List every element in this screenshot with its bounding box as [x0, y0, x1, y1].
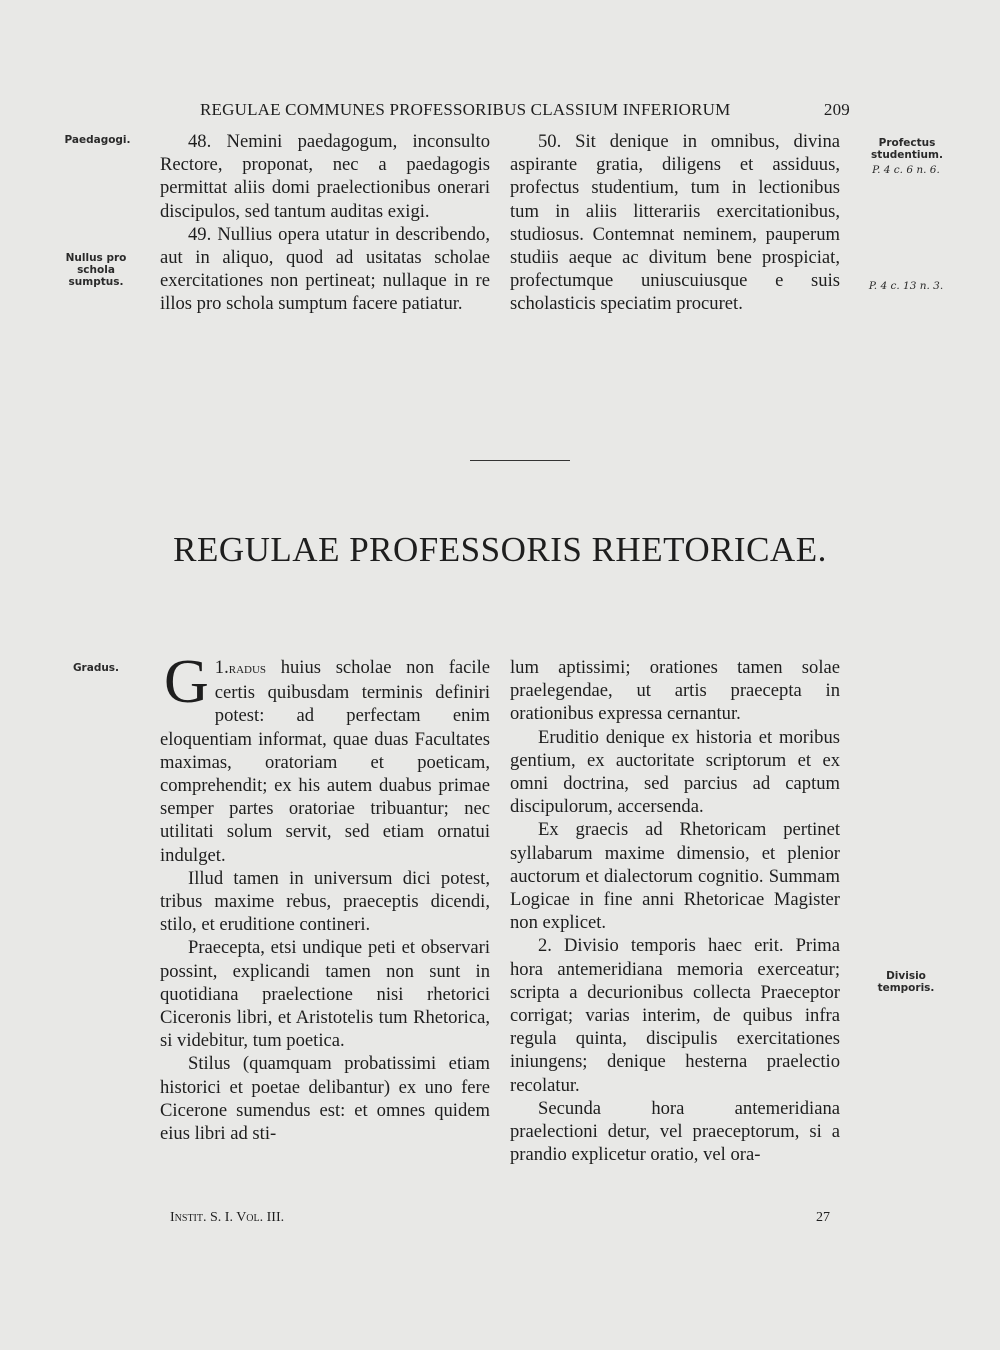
- section-title: REGULAE PROFESSORIS RHETORICAE.: [173, 530, 827, 569]
- paragraph-48: 48. Nemini paedagogum, inconsulto Rectore, proponat, nec a paedagogis permittat aliis domi praelectionibus onerari discipulos, sed tantum auditas exigi.: [160, 131, 490, 222]
- paragraph-1-number: 1.: [214, 657, 229, 678]
- margin-note-nullus: Nullus pro schola sumptus.: [65, 252, 127, 288]
- paragraph-lum: lum aptissimi; orationes tamen solae praelegendae, ut artis praecepta in orationibus expressa cernantur.: [510, 657, 840, 725]
- margin-note-paedagogi: Paedagogi.: [64, 134, 131, 146]
- drop-cap: G: [164, 648, 209, 716]
- paragraph-1: [160, 648, 490, 867]
- margin-note-divisio: Divisio temporis.: [877, 970, 935, 994]
- footer-signature: Instit. S. I. Vol. III.: [170, 1210, 285, 1225]
- footer-signature-number: 27: [816, 1210, 830, 1225]
- paragraph-eruditio: Eruditio denique ex historia et moribus gentium, ex auctoritate scriptorum et ex omni doctrina, sed parcius ad captum discipulorum, accersenda.: [510, 726, 840, 818]
- column-bottom-left: [160, 648, 490, 1145]
- paragraph-50: 50. Sit denique in omnibus, divina aspirante gratia, diligens et assiduus, profectus studentium, tum in lectionibus tum in aliis litterariis exercitationibus, studiosus. Contemnat neminem, pauperum studiis aeque ac divitum bene prospiciat, profectumque uniuscuiusque e suis scholasticis speciatim procuret.: [510, 131, 840, 315]
- column-bottom-right: [510, 656, 840, 1166]
- paragraph-illud: Illud tamen in universum dici potest, tribus maxime rebus, praeceptis dicendi, stilo, et eruditione contineri.: [160, 867, 490, 936]
- page-footer: [170, 1210, 830, 1226]
- section-divider: [470, 460, 570, 461]
- paragraph-49: 49. Nullius opera utatur in describendo, aut in aliquo, quod ad usitatas scholae exercitationes non pertineat; nullaque in re illos pro schola sumptum facere patiatur.: [160, 223, 490, 315]
- running-title: REGULAE COMMUNES PROFESSORIBUS CLASSIUM INFERIORUM: [200, 100, 731, 119]
- paragraph-graecis: Ex graecis ad Rhetoricam pertinet syllabarum maxime dimensio, et plenior auctorum et dialectorum cognitio. Summam Logicae in fine anni Rhetoricae Magister non explicet.: [510, 819, 840, 934]
- paragraph-1-text: huius scholae non facile certis quibusdam terminis definiri potest: ad perfectam enim eloquentiam informat, quae duas Facultates maximas, oratoriam et poeticam, comprehendit; ex his autem duabus primae semper partes oratoriae tribuantur; nec utilitati solum servit, sed etiam ornatui indulget.: [160, 657, 490, 866]
- running-header: [200, 100, 850, 120]
- paragraph-2-divisio: 2. Divisio temporis haec erit. Prima hora antemeridiana memoria exerceatur; scripta a decurionibus collecta Praeceptor corrigat; varias interim, de quibus infra regula quinta, discipulis exercitationes iniungens; denique hesterna praelectio recolatur.: [510, 935, 840, 1096]
- paragraph-praecepta: Praecepta, etsi undique peti et observari possint, explicandi tamen non sunt in quotidiana praelectione nisi rhetorici Ciceronis libri, et Aristotelis tum Rhetorica, si videbitur, tum poetica.: [160, 937, 490, 1052]
- margin-note-ref-2: P. 4 c. 13 n. 3.: [868, 280, 944, 292]
- column-top-right: [510, 130, 840, 316]
- paragraph-stilus: Stilus (quamquam probatissimi etiam historici et poetae delibantur) ex uno fere Cicerone sumendus est: et omnes quidem eius libri ad sti-: [160, 1053, 490, 1145]
- small-caps-word: radus: [228, 661, 267, 677]
- margin-note-profectus-ref: P. 4 c. 6 n. 6.: [872, 164, 940, 176]
- margin-note-gradus: Gradus.: [72, 662, 120, 674]
- page-number: 209: [823, 100, 850, 119]
- column-top-left: [160, 130, 490, 316]
- paragraph-secunda: Secunda hora antemeridiana praelectioni detur, vel praeceptorum, si a prandio explicetur oratio, vel ora-: [510, 1097, 840, 1166]
- margin-note-profectus: Profectus studentium.: [871, 137, 943, 161]
